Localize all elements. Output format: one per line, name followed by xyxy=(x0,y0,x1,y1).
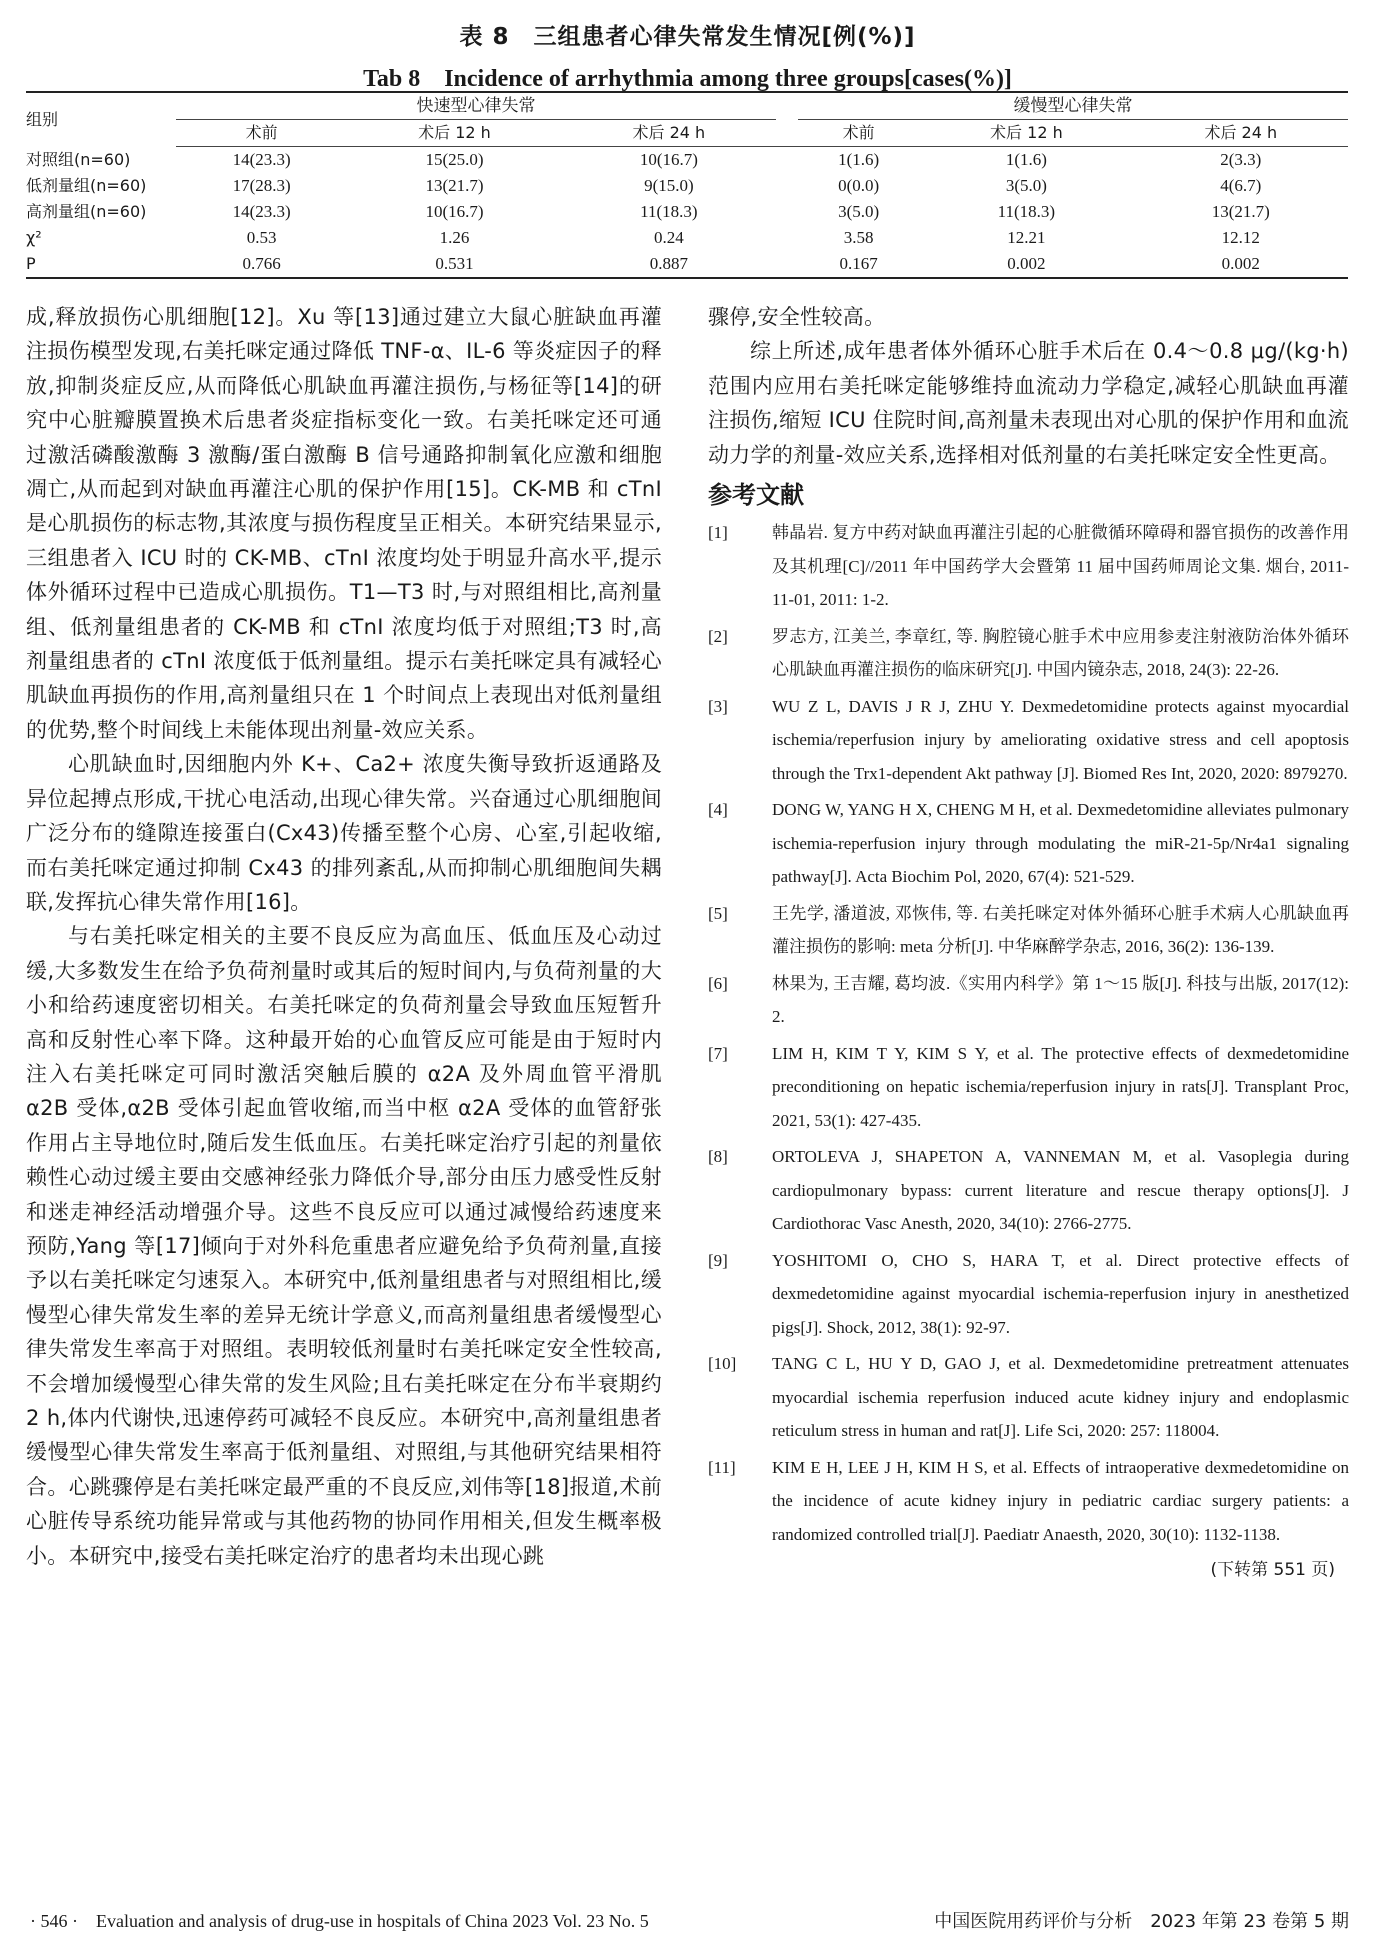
continued-note: (下转第 551 页) xyxy=(1210,1560,1335,1581)
table-cell: 11(18.3) xyxy=(997,202,1056,221)
row-label: χ² xyxy=(26,228,42,247)
table-row xyxy=(26,147,1348,174)
table-cell: 0.24 xyxy=(653,228,684,247)
reference-text: WU Z L, DAVIS J R J, ZHU Y. Dexmedetomidine protects against myocardial ischemia/reperfusion injury by ameliorating oxidative stress and cell apoptosis through the Trx1-dependent Akt pathway [J]. Biomed Res Int, 2020, 2020: 8979270. xyxy=(772,696,1349,783)
reference-number: [3] xyxy=(708,696,728,716)
reference-number: [7] xyxy=(708,1043,728,1063)
reference-item xyxy=(708,897,1349,964)
col-header: 术后 24 h xyxy=(1134,120,1348,147)
table-cell: 3(5.0) xyxy=(1005,176,1047,195)
reference-number: [9] xyxy=(708,1250,728,1270)
reference-text: 罗志方, 江美兰, 李章红, 等. 胸腔镜心脏手术中应用参麦注射液防治体外循环心肌缺血再灌注损伤的临床研究[J]. 中国内镜杂志, 2018, 24(3): 22-26. xyxy=(772,626,1349,680)
reference-item xyxy=(708,1451,1349,1552)
reference-item xyxy=(708,793,1349,894)
table-cell: 0.531 xyxy=(347,251,561,278)
reference-text: TANG C L, HU Y D, GAO J, et al. Dexmedetomidine pretreatment attenuates myocardial ischemia reperfusion induced acute kidney injury and endoplasmic reticulum stress in human and rat[J]. Life Sci, 2020: 257: 118004. xyxy=(772,1354,1349,1441)
table-cell: 0.002 xyxy=(1134,251,1348,278)
table-cell: 0.167 xyxy=(798,251,919,278)
reference-number: [8] xyxy=(708,1147,728,1167)
table-cell: 0.766 xyxy=(176,251,347,278)
reference-number: [1] xyxy=(708,523,728,543)
reference-number: [5] xyxy=(708,903,728,923)
reference-number: [11] xyxy=(708,1457,736,1477)
reference-text: 林果为, 王吉耀, 葛均波.《实用内科学》第 1～15 版[J]. 科技与出版, 2017(12): 2. xyxy=(772,973,1349,1027)
row-label: 对照组(n=60) xyxy=(26,149,131,169)
table-cell: 14(23.3) xyxy=(232,150,291,169)
footer-right: 中国医院用药评价与分析 2023 年第 23 卷第 5 期 xyxy=(934,1911,1349,1932)
reference-item xyxy=(708,620,1349,687)
arrhythmia-table xyxy=(26,91,1348,279)
table-cell: 12.21 xyxy=(1007,228,1046,247)
table-cell: 13(21.7) xyxy=(425,176,484,195)
reference-item xyxy=(708,1037,1349,1138)
table-cell: 2(3.3) xyxy=(1220,150,1262,169)
reference-number: [10] xyxy=(708,1354,737,1374)
reference-text: 韩晶岩. 复方中药对缺血再灌注引起的心脏微循环障碍和器官损伤的改善作用及其机理[C]//2011 年中国药学大会暨第 11 届中国药师周论文集. 烟台, 2011-11-01, 2011: 1-2. xyxy=(772,523,1349,610)
fast-arrhythmia-header: 快速型心律失常 xyxy=(176,92,776,120)
col-header: 术前 xyxy=(176,120,347,147)
body-paragraph: 骤停,安全性较高。 xyxy=(708,305,886,329)
table-title-en: Tab 8 Incidence of arrhythmia among three groups[cases(%)] xyxy=(363,66,1012,92)
table-cell: 14(23.3) xyxy=(232,202,291,221)
row-label: P xyxy=(26,251,176,278)
reference-item xyxy=(708,516,1349,617)
reference-text: 王先学, 潘道波, 邓恢伟, 等. 右美托咪定对体外循环心脏手术病人心肌缺血再灌注损伤的影响: meta 分析[J]. 中华麻醉学杂志, 2016, 36(2): 136-139. xyxy=(772,903,1349,957)
body-paragraph: 心肌缺血时,因细胞内外 K+、Ca2+ 浓度失衡导致折返通路及异位起搏点形成,干扰心电活动,出现心律失常。兴奋通过心肌细胞间广泛分布的缝隙连接蛋白(Cx43)传播至整个心房、心室,引起收缩,而右美托咪定通过抑制 Cx43 的排列紊乱,从而抑制心肌细胞间失耦联,发挥抗心律失常作用[16]。 xyxy=(26,752,662,914)
table-cell: 17(28.3) xyxy=(232,176,291,195)
table-row xyxy=(26,225,1348,251)
table-title-cn: 表 8 三组患者心律失常发生情况[例(%)] xyxy=(459,24,916,50)
references-heading: 参考文献 xyxy=(708,481,804,510)
table-cell: 3(5.0) xyxy=(838,202,880,221)
table-cell: 9(15.0) xyxy=(644,176,694,195)
reference-item xyxy=(708,1140,1349,1241)
reference-text: KIM E H, LEE J H, KIM H S, et al. Effects of intraoperative dexmedetomidine on the incidence of acute kidney injury in pediatric cardiac surgery patients: a randomized controlled trial[J]. Paediatr Anaesth, 2020, 30(10): 1132-1138. xyxy=(772,1457,1349,1544)
row-label: 高剂量组(n=60) xyxy=(26,202,147,221)
table-row xyxy=(26,173,1348,199)
reference-item xyxy=(708,1347,1349,1448)
group-column-header: 组别 xyxy=(26,92,176,147)
col-header: 术前 xyxy=(798,120,919,147)
table-cell: 11(18.3) xyxy=(640,202,698,221)
body-paragraph: 成,释放损伤心肌细胞[12]。Xu 等[13]通过建立大鼠心脏缺血再灌注损伤模型发现,右美托咪定通过降低 TNF-α、IL-6 等炎症因子的释放,抑制炎症反应,从而降低心肌缺血再灌注损伤,与杨征等[14]的研究中心脏瓣膜置换术后患者炎症指标变化一致。右美托咪定还可通过激活磷酸激酶 3 激酶/蛋白激酶 B 信号通路抑制氧化应激和细胞凋亡,从而起到对缺血再灌注心肌的保护作用[15]。CK-MB 和 cTnI 是心肌损伤的标志物,其浓度与损伤程度呈正相关。本研究结果显示,三组患者入 ICU 时的 CK-MB、cTnI 浓度均处于明显升高水平,提示体外循环过程中已造成心肌损伤。T1—T3 时,与对照组相比,高剂量组、低剂量组患者的 CK-MB 和 cTnI 浓度均低于对照组;T3 时,高剂量组患者的 cTnI 浓度低于低剂量组。提示右美托咪定具有减轻心肌缺血再损伤的作用,高剂量组只在 1 个时间点上表现出对低剂量组的优势,整个时间线上未能体现出剂量-效应关系。 xyxy=(26,305,662,742)
table-cell: 10(16.7) xyxy=(639,150,698,169)
table-cell: 13(21.7) xyxy=(1211,202,1270,221)
reference-item xyxy=(708,1244,1349,1345)
table-row xyxy=(26,199,1348,225)
table-cell: 15(25.0) xyxy=(425,150,484,169)
reference-list xyxy=(708,516,1349,1551)
table-cell: 10(16.7) xyxy=(425,202,484,221)
reference-text: YOSHITOMI O, CHO S, HARA T, et al. Direct protective effects of dexmedetomidine against myocardial ischemia-reperfusion injury in anesthetized pigs[J]. Shock, 2012, 38(1): 92-97. xyxy=(772,1250,1349,1337)
reference-item xyxy=(708,690,1349,791)
table-cell: 0.53 xyxy=(246,228,277,247)
col-header: 术后 12 h xyxy=(347,120,561,147)
table-row xyxy=(26,251,1348,278)
left-column xyxy=(26,300,662,1573)
conclusion-paragraph: 综上所述,成年患者体外循环心脏手术后在 0.4～0.8 μg/(kg·h)范围内应用右美托咪定能够维持血流动力学稳定,减轻心肌缺血再灌注损伤,缩短 ICU 住院时间,高剂量未表现出对心肌的保护作用和血流动力学的剂量-效应关系,选择相对低剂量的右美托咪定安全性更高。 xyxy=(708,339,1349,467)
reference-number: [6] xyxy=(708,973,728,993)
reference-item xyxy=(708,967,1349,1034)
table-cell: 0.887 xyxy=(562,251,776,278)
reference-text: DONG W, YANG H X, CHENG M H, et al. Dexmedetomidine alleviates pulmonary ischemia-reperfusion injury through modulating the miR-21-5p/Nr4a1 signaling pathway[J]. Acta Biochim Pol, 2020, 67(4): 521-529. xyxy=(772,800,1349,887)
table-cell: 0(0.0) xyxy=(838,176,880,195)
slow-arrhythmia-header: 缓慢型心律失常 xyxy=(798,92,1348,120)
col-header: 术后 12 h xyxy=(919,120,1133,147)
table-cell: 0.002 xyxy=(919,251,1133,278)
footer-left: · 546 · Evaluation and analysis of drug-use in hospitals of China 2023 Vol. 23 No. 5 xyxy=(30,1911,649,1931)
table-cell: 3.58 xyxy=(843,228,874,247)
reference-number: [2] xyxy=(708,626,728,646)
body-paragraph: 与右美托咪定相关的主要不良反应为高血压、低血压及心动过缓,大多数发生在给予负荷剂量时或其后的短时间内,与负荷剂量的大小和给药速度密切相关。右美托咪定的负荷剂量会导致血压短暂升高和反射性心率下降。这种最开始的心血管反应可能是由于短时内注入右美托咪定可同时激活突触后膜的 α2A 及外周血管平滑肌 α2B 受体,α2B 受体引起血管收缩,而当中枢 α2A 受体的血管舒张作用占主导地位时,随后发生低血压。右美托咪定治疗引起的剂量依赖性心动过缓主要由交感神经张力降低介导,部分由压力感受性反射和迷走神经活动增强介导。这些不良反应可以通过减慢给药速度来预防,Yang 等[17]倾向于对外科危重患者应避免给予负荷剂量,直接予以右美托咪定匀速泵入。本研究中,低剂量组患者与对照组相比,缓慢型心律失常发生率的差异无统计学意义,而高剂量组患者缓慢型心律失常发生率高于对照组。表明较低剂量时右美托咪定安全性较高,不会增加缓慢型心律失常的发生风险;且右美托咪定在分布半衰期约 2 h,体内代谢快,迅速停药可减轻不良反应。本研究中,高剂量组患者缓慢型心律失常发生率高于低剂量组、对照组,与其他研究结果相符合。心跳骤停是右美托咪定最严重的不良反应,刘伟等[18]报道,术前心脏传导系统功能异常或与其他药物的协同作用相关,但发生概率极小。本研究中,接受右美托咪定治疗的患者均未出现心跳 xyxy=(26,924,662,1568)
right-column xyxy=(708,300,1349,1585)
table-cell: 12.12 xyxy=(1221,228,1260,247)
table-cell: 1(1.6) xyxy=(838,150,880,169)
reference-text: ORTOLEVA J, SHAPETON A, VANNEMAN M, et al. Vasoplegia during cardiopulmonary bypass: current literature and rescue therapy options[J]. J Cardiothorac Vasc Anesth, 2020, 34(10): 2766-2775. xyxy=(772,1147,1349,1234)
table-cell: 1(1.6) xyxy=(1005,150,1047,169)
table-cell: 1.26 xyxy=(439,228,470,247)
reference-number: [4] xyxy=(708,800,728,820)
col-header: 术后 24 h xyxy=(562,120,776,147)
table-cell: 4(6.7) xyxy=(1220,176,1262,195)
reference-text: LIM H, KIM T Y, KIM S Y, et al. The protective effects of dexmedetomidine preconditioning on hepatic ischemia/reperfusion injury in rats[J]. Transplant Proc, 2021, 53(1): 427-435. xyxy=(772,1043,1349,1130)
row-label: 低剂量组(n=60) xyxy=(26,176,147,195)
